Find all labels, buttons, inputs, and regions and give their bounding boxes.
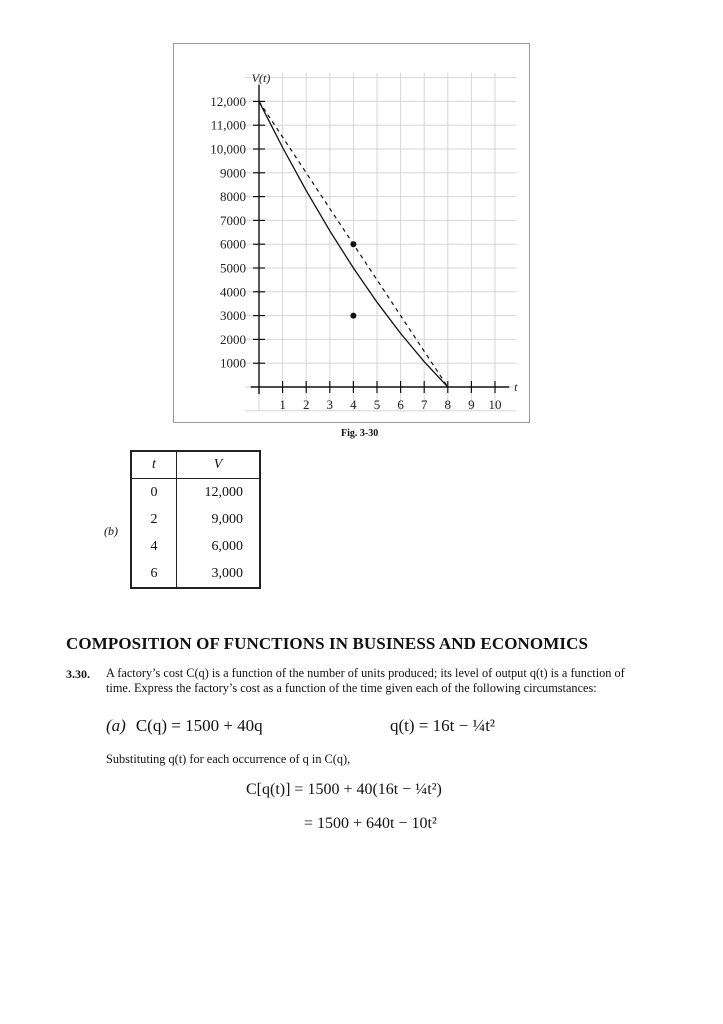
y-tick-label: 3000 [220,308,246,324]
table-cell-t: 0 [131,479,177,507]
table-cell-v: 12,000 [204,484,243,500]
table-row [131,479,260,507]
table-header-row [131,451,260,479]
data-point [350,241,356,247]
y-axis-label: V(t) [251,71,271,86]
x-tick-label: 5 [373,397,381,412]
figure-3-30 [173,43,530,423]
table-cell-t: 2 [131,506,177,533]
y-tick-label: 9000 [220,165,246,181]
y-tick-label: 6000 [220,236,246,252]
x-tick-label: 3 [326,397,334,412]
table-row [131,560,260,588]
composition-line-1: C[q(t)] = 1500 + 40(16t − ¼t²) [246,781,442,798]
data-point [350,313,356,319]
cost-equation: C(q) = 1500 + 40q [135,716,263,735]
table-label: (b) [104,524,118,538]
composition-line-2: = 1500 + 640t − 10t² [304,815,437,832]
y-tick-label: 5000 [220,260,246,276]
y-tick-label: 10,000 [210,141,246,157]
figure-caption: Fig. 3-30 [341,428,379,439]
table-cell-v: 6,000 [211,538,243,554]
problem-text: A factory’s cost C(q) is a function of the number of units produced; its level of output q(t) is a function of time. Express the factory’s cost as a function of the time given each of the following circumstances: [106,666,625,695]
table-row [131,533,260,560]
table-header-v: V [177,451,261,479]
table-cell-t: 4 [131,533,177,560]
output-equation: q(t) = 16t − ¼t² [390,716,496,735]
x-tick-label: 7 [420,397,428,412]
table-cell-t: 6 [131,560,177,588]
y-tick-label: 1000 [220,355,246,371]
x-tick-label: 8 [444,397,452,412]
x-axis-label: t [514,380,518,394]
section-title: COMPOSITION OF FUNCTIONS IN BUSINESS AND ECONOMICS [66,634,589,653]
value-table [130,450,261,589]
x-tick-label: 4 [350,397,357,412]
table-row [131,506,260,533]
y-tick-label: 8000 [220,189,246,205]
x-tick-label: 1 [279,397,286,412]
y-tick-label: 4000 [220,284,246,300]
table-header-t: t [131,451,177,479]
x-tick-label: 10 [488,397,502,412]
part-a-cost-equation [106,716,263,736]
substitution-text: Substituting q(t) for each occurrence of q in C(q), [106,752,351,766]
x-tick-label: 2 [302,397,310,412]
x-tick-label: 9 [468,397,475,412]
problem-number: 3.30. [66,667,90,681]
y-tick-label: 12,000 [210,93,246,109]
part-label: (a) [106,716,126,735]
y-tick-label: 2000 [220,331,246,347]
x-tick-label: 6 [397,397,404,412]
table-cell-v: 3,000 [211,565,243,581]
y-tick-label: 7000 [220,212,246,228]
table-cell-v: 9,000 [211,511,243,527]
y-tick-label: 11,000 [210,117,246,133]
